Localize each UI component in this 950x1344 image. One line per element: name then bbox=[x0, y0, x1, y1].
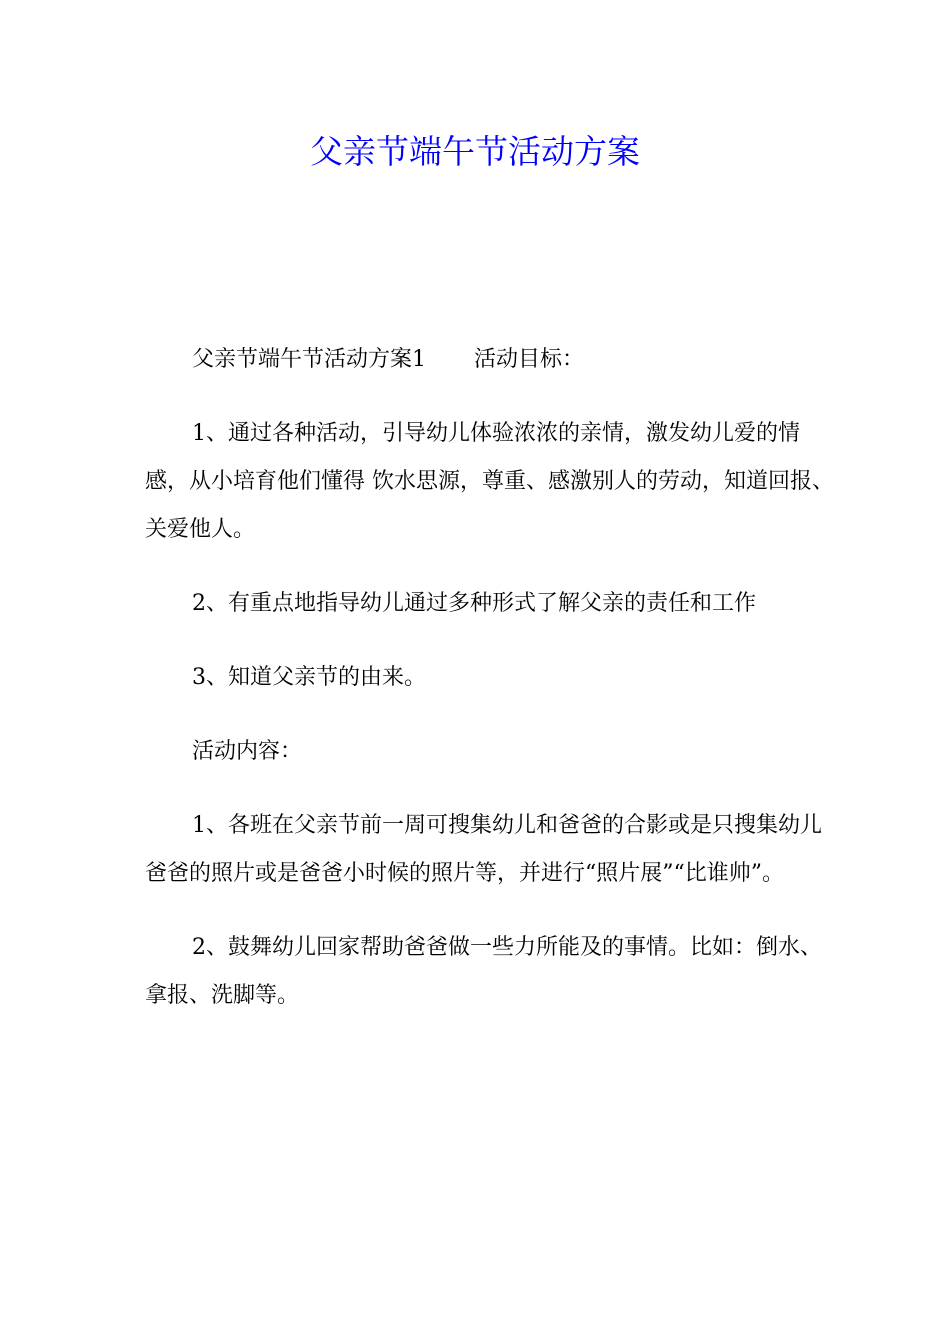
intro-label: 活动目标： bbox=[474, 347, 585, 372]
paragraph-content-2: 2、鼓舞幼儿回家帮助爸爸做一些力所能及的事情。比如：倒水、拿报、洗脚等。 bbox=[145, 935, 822, 1008]
section-heading-content: 活动内容： bbox=[192, 739, 303, 764]
document-body bbox=[145, 336, 835, 1046]
document-title: 父亲节端午节活动方案 bbox=[310, 132, 640, 171]
intro-line bbox=[145, 336, 835, 384]
paragraph-goal-2: 2、有重点地指导幼儿通过多种形式了解父亲的责任和工作 bbox=[192, 591, 756, 616]
intro-heading: 父亲节端午节活动方案1 bbox=[192, 347, 426, 372]
paragraph-content-1: 1、各班在父亲节前一周可搜集幼儿和爸爸的合影或是只搜集幼儿爸爸的照片或是爸爸小时候的照片等，并进行“照片展”“比谁帅”。 bbox=[145, 813, 822, 886]
paragraph-goal-3: 3、知道父亲节的由来。 bbox=[192, 665, 426, 690]
paragraph-goal-1: 1、通过各种活动，引导幼儿体验浓浓的亲情，激发幼儿爱的情感，从小培育他们懂得 饮水思源，尊重、感激别人的劳动，知道回报、关爱他人。 bbox=[145, 421, 834, 542]
